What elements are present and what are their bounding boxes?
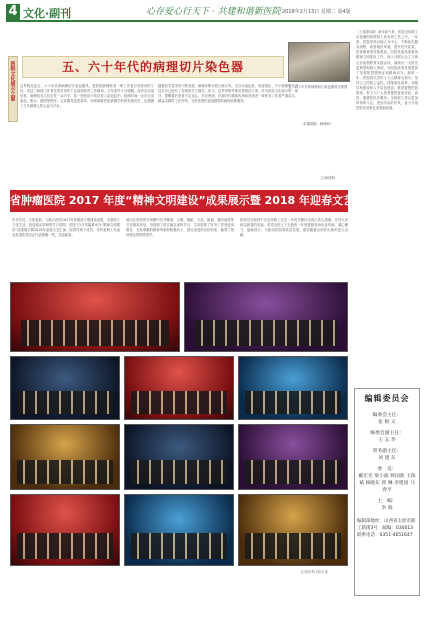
article1-body-col1: 这件物品是五、六十年代的病理切片染色器具，是医院病理科老一辈工作者日常使用的工具，见证了病理工作者在艰苦条件下认真细致的工作精神。当年条件十分简陋，没有自动染色机，病理技术人员全凭一双巧手，将一张张切片依次放入染色缸中，按照时间一步步完成染色、脱水、透明等程序。这套器具虽然简单，却承载着医院病理学科的发展历史，也凝聚了几代病理人的心血与汗水。 bbox=[20, 84, 154, 109]
article1-photo-caption: 五、六十年代的病理切片染色器具实物图 bbox=[288, 85, 348, 89]
article1-credit: 文/病理科 bbox=[320, 176, 336, 180]
editorial-row: 编委会主任： 张 根 义 bbox=[372, 413, 402, 425]
event-photo-1 bbox=[10, 282, 180, 352]
right-column-text: （上接第1版）新年新气象，医院全体职工以饱满的热情投入到各项工作之中。一年来，医院坚持以病人为中心，不断优化服务流程，改善就医环境，提升医疗质量，患者满意度持续提高。医院党委高度重视精神文明建设工作，深入开展社会主义核心价值观教育实践活动，涌现出一大批先进典型和感人事迹，为医院改革发展提供了坚强的思想保证和精神动力。新的一年，医院将以党的十九大精神为指引，坚持公立医院公益性，持续深化改革，加强学科建设和人才队伍建设，推进智慧医院建设，努力为广大患者提供更加优质、高效、便捷的医疗服务。全院职工将以更加昂扬的斗志、更加务实的作风，奋力开创医院各项事业发展新局面。 bbox=[356, 30, 418, 111]
editorial-board bbox=[354, 388, 420, 596]
photo-credit: 文/宣传科 图/王伟 bbox=[300, 570, 328, 574]
event-photo-10 bbox=[124, 494, 234, 566]
article1-body-col3: （本期供稿：病理科） bbox=[300, 122, 333, 126]
editorial-row: 主 编： 李 瑞 bbox=[377, 499, 397, 511]
editorial-address: 编辑部地址：山西省太原市职工新街3号 邮编：030013 联系电话：0351-4651647 bbox=[357, 519, 418, 538]
article1-title: 五、六十年代的病理切片染色器 bbox=[22, 56, 284, 78]
event-photo-9 bbox=[10, 494, 120, 566]
editorial-heading: 编辑委员会 bbox=[364, 394, 410, 403]
culture-window-label: 医院文化展示之窗 bbox=[8, 56, 18, 122]
editorial-row: 编委会副主任： 王 志 华 bbox=[370, 431, 404, 443]
event-photo-4 bbox=[124, 356, 234, 420]
event-photo-5 bbox=[238, 356, 348, 420]
event-photo-2 bbox=[184, 282, 348, 352]
event-photo-6 bbox=[10, 424, 120, 490]
event-photo-7 bbox=[124, 424, 234, 490]
issue-date: 2018年2月13日 星期二 第4版 bbox=[282, 9, 351, 15]
event-photo-11 bbox=[238, 494, 348, 566]
article1-body-col2: 随着医学技术的不断发展，病理诊断手段日新月异，全自动染色机、免疫组化、分子病理等先进技术早已取代了传统的手工操作。如今，这件老物件被妥善保存下来，作为医院文化展示的一部分，提醒着后来者不忘初心、牢记使命，在新时代继续传承和发扬老一辈医务工作者严谨求实、精益求精的工作作风，为患者提供更加精准的病理诊断服务。 bbox=[158, 84, 298, 104]
section-number: 4 bbox=[6, 4, 20, 20]
article1-photo bbox=[288, 42, 350, 82]
article2-para3: 院领导在致辞中对全体职工过去一年的辛勤付出表示衷心感谢，并向大家致以新春的祝福，希望全院上下在新的一年里继续发扬优良传统，凝心聚力，砥砺前行，为推动医院高质量发展、建设健康山西作出新的更大贡献。 bbox=[240, 218, 348, 238]
editorial-row: 常务副主任： 刘 建 东 bbox=[372, 449, 402, 461]
header-slogan: 心存爱心行天下 · 共建和谐新医院 bbox=[146, 7, 281, 17]
article2-title: 省肿瘤医院 2017 年度“精神文明建设”成果展示暨 2018 年迎春文艺汇演 bbox=[10, 190, 348, 212]
section-name: 文化·副刊 bbox=[23, 7, 72, 20]
event-photo-8 bbox=[238, 424, 348, 490]
article2-para2: 演出在欢快的开场舞中拉开帷幕，合唱、舞蹈、小品、朗诵、器乐演奏等节目精彩纷呈，全院职工用自编自演的节目，生动展现了医务工作者爱岗敬业、无私奉献的精神风貌和积极向上、团结奋进的良好形象，赢得了现场观众的阵阵掌声。 bbox=[126, 218, 234, 238]
page-header bbox=[6, 4, 418, 22]
editorial-row: 委 员： 戴宏光 梁小波 韩国新 王保斌 杨晓东 郭 琳 李建国 马春平 bbox=[358, 467, 416, 493]
article2-para1: 岁末年初，万象更新。为展示医院2017年度精神文明建设成果，丰富职工文化生活，营造欢乐祥和的节日氛围，医院于2月初隆重举办“精神文明建设”成果展示暨2018年迎春文艺汇演。院领导班子成员、各科室职工代表及离退休老同志代表欢聚一堂，共迎新春。 bbox=[12, 218, 120, 238]
event-photo-3 bbox=[10, 356, 120, 420]
